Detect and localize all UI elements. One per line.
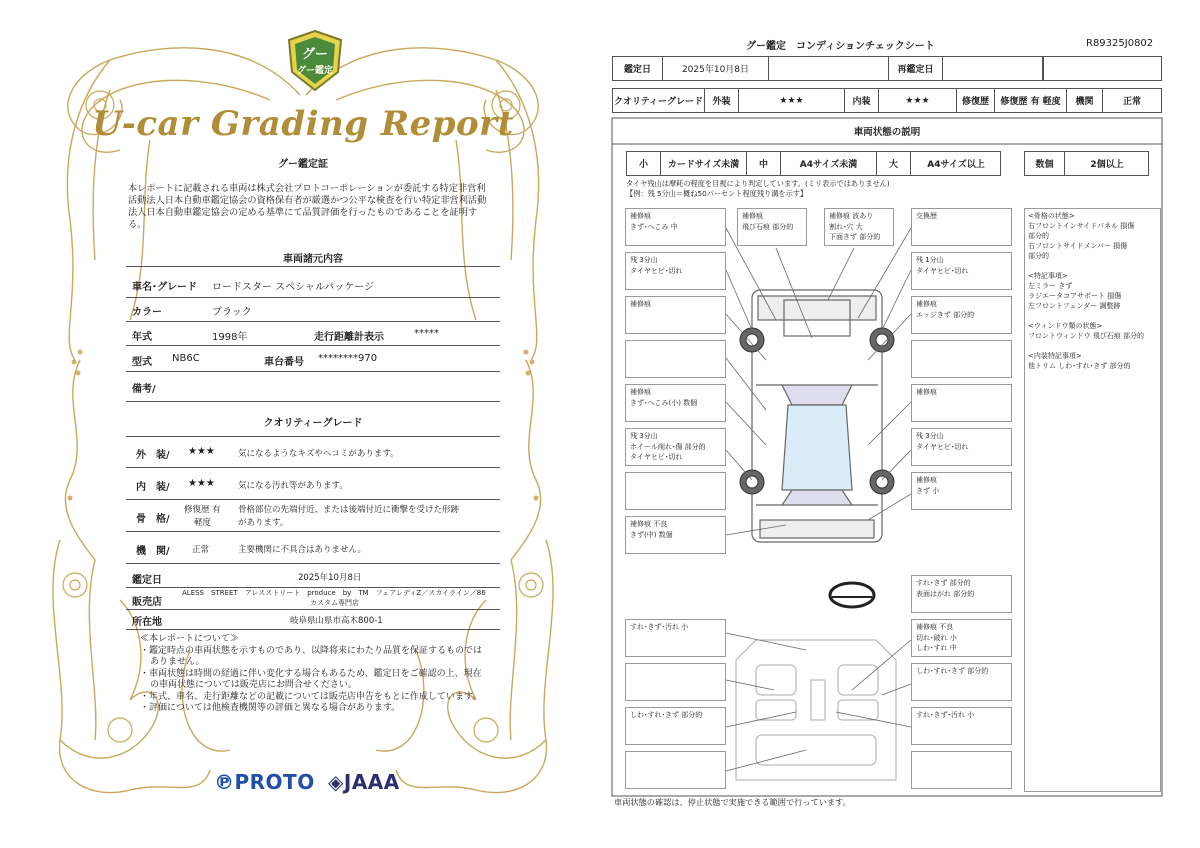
condition-box-line: しわ･すれ･きず 部分的 <box>916 667 989 675</box>
condition-note-line: 他トリム しわ･すれ･きず 部分的 <box>1028 362 1131 370</box>
size-mid-desc: A4サイズ未満 <box>781 152 877 175</box>
note-item: ・評価については他検査機関等の評価と異なる場合があります。 <box>140 703 401 713</box>
condition-box-line: 飛び石痕 部分的 <box>742 222 794 231</box>
engine-value: 正常 <box>1122 97 1141 107</box>
reappraisal-value <box>943 57 1043 80</box>
int-label: 内装 <box>845 89 879 112</box>
chassis-value: ********970 <box>318 353 378 364</box>
size-mid: 中 <box>747 152 781 175</box>
location-value: 岐阜県山県市高木800-1 <box>290 616 383 626</box>
condition-box-line: 下面きず 部分的 <box>829 233 881 241</box>
quality-title: クオリティーグレード <box>263 418 363 429</box>
dealer-label: 販売店 <box>132 597 162 608</box>
row-engine <box>126 532 500 564</box>
note-item: ・車両状態は時間の経過に伴い変化する場合もあるため、鑑定日をご確認の上、現在の車両状態については販売店にお問合せください。 <box>140 668 482 690</box>
ext-label: 外装 <box>705 89 739 112</box>
condition-box <box>625 252 726 290</box>
size-legend <box>626 151 1001 176</box>
frame-desc-2: があります。 <box>238 518 289 528</box>
row-car-name <box>126 272 500 298</box>
jaaa-mark-icon: ◈ <box>328 770 344 794</box>
condition-box-line: きず(中) 数個 <box>630 530 673 539</box>
condition-box <box>625 384 726 422</box>
condition-box <box>911 707 1012 745</box>
exterior-stars: ★★★ <box>188 446 215 457</box>
condition-box <box>737 208 807 246</box>
engine-desc: 主要機関に不具合はありません。 <box>238 545 367 555</box>
interior-seat-view <box>736 640 896 780</box>
condition-box <box>824 208 894 246</box>
condition-box-line: 残 1分山 <box>916 256 944 264</box>
car-top-view <box>752 290 882 542</box>
date-label: 鑑定日 <box>613 57 663 80</box>
count-label: 数個 <box>1025 152 1065 175</box>
interior-stars: ★★★ <box>188 478 215 489</box>
condition-box <box>625 707 726 745</box>
date-value: 2025年10月8日 <box>663 57 769 80</box>
empty-cell <box>769 57 889 80</box>
condition-box <box>625 619 726 657</box>
repair-value: 修復歴 有 軽度 <box>995 89 1067 112</box>
row-year <box>126 322 500 346</box>
date-row <box>612 56 1162 81</box>
condition-box-line: 残 3分山 <box>630 256 658 264</box>
condition-box-line: きず 小 <box>916 486 940 495</box>
frame-value-2: 軽度 <box>194 518 212 528</box>
jaaa-logo: ◈JAAA <box>328 770 400 794</box>
row-frame <box>126 500 500 532</box>
interior-desc: 気になる汚れ等があります。 <box>238 481 348 491</box>
condition-box-line: すれ･きず･汚れ 小 <box>630 623 689 631</box>
empty-cell <box>1043 57 1163 80</box>
condition-box <box>911 619 1012 657</box>
model-label: 型式 <box>132 357 152 368</box>
condition-box <box>911 384 1012 422</box>
condition-box-line: 補修痕 波あり <box>829 212 874 220</box>
divider <box>126 266 500 267</box>
condition-box <box>911 428 1012 466</box>
model-value: NB6C <box>172 353 200 364</box>
condition-note-line: フロントウィンドウ 飛び石痕 部分的 <box>1028 332 1145 340</box>
car-name: ロードスター スペシャルパッケージ <box>212 282 374 293</box>
steering-wheel-icon <box>830 583 874 607</box>
condition-note-line: <ウィンドウ類の状態> <box>1028 322 1103 330</box>
dealer-name-2: カスタム専門店 <box>310 599 359 607</box>
tire-note <box>626 179 890 199</box>
condition-note-line: 右フロントサイドメンバー 損傷 <box>1028 242 1128 250</box>
badge-text: グー鑑定 <box>296 66 334 76</box>
condition-box-line: タイヤヒビ･切れ <box>916 442 969 451</box>
note-item: ・鑑定時点の車両状態を示すものであり、以降将来にわたり品質を保証するものではありません。 <box>140 645 483 667</box>
car-name-label: 車名･グレード <box>132 282 197 293</box>
repair-label: 修復歴 <box>957 89 995 112</box>
condition-note-line: <内装特記事項> <box>1028 352 1082 360</box>
condition-box-line: 補修痕 不良 <box>630 520 668 528</box>
condition-box <box>911 296 1012 334</box>
condition-box-line: タイヤヒビ･切れ <box>630 453 683 461</box>
condition-box-line: すれ･きず･汚れ 小 <box>916 711 975 719</box>
size-large-desc: A4サイズ以上 <box>927 160 985 170</box>
condition-box-line: 残 3分山 <box>916 432 944 440</box>
condition-box-line: 補修痕 <box>630 388 651 396</box>
color-value: ブラック <box>212 307 252 318</box>
frame-value-1: 修復歴 有 <box>184 505 221 515</box>
footer-note: 車両状態の確認は、停止状態で実施できる範囲で行っています。 <box>614 797 851 807</box>
interior-label: 内 装/ <box>136 482 170 493</box>
mileage-label: 走行距離計表示 <box>314 332 384 343</box>
sheet-serial: R89325J0802 <box>1086 38 1154 49</box>
int-value: ★★★ <box>879 89 957 112</box>
condition-box-line: 補修痕 <box>742 212 763 220</box>
quality-label: クオリティーグレード <box>613 89 705 112</box>
report-title: U-car Grading Report <box>92 104 514 144</box>
condition-note-line: 左ミラー きず <box>1028 282 1073 290</box>
condition-box <box>625 472 726 510</box>
mileage-value: ***** <box>414 328 439 339</box>
tire-note-line: タイヤ残山は摩耗の程度を目視により判定しています。(ミリ表示ではありません) <box>626 179 890 188</box>
condition-box-line: 切れ･破れ 小 <box>916 633 957 642</box>
condition-box <box>911 472 1012 510</box>
condition-box-line: しわ･すれ 中 <box>916 644 957 652</box>
goo-kantei-badge <box>287 30 343 92</box>
condition-box-line: きず･へこみ 中 <box>630 222 678 231</box>
svg-text:グー: グー <box>301 47 329 62</box>
certificate-intro: 本レポートに記載される車両は株式会社プロトコーポレーションが委託する特定非営利活動法人日本自動車鑑定協会の資格保有者が厳選かつ公平な検査を行い特定非営利活動法人日本自動車鑑定協会の定める基準にて品質評価を行ったものであることを証明する。 <box>128 183 487 230</box>
condition-box-line: 表面はがれ 部分的 <box>916 589 975 598</box>
condition-box-line: エッジきず 部分的 <box>916 310 975 319</box>
count-legend <box>1024 151 1149 176</box>
condition-note-line: 部分的 <box>1028 232 1049 240</box>
condition-note-line: <骨格の状態> <box>1028 212 1075 220</box>
condition-check-sheet <box>606 0 1200 848</box>
year-value: 1998年 <box>212 332 248 343</box>
row-model <box>126 346 500 372</box>
condition-box <box>625 663 726 701</box>
condition-box <box>625 208 726 246</box>
condition-box-line: タイヤヒビ･切れ <box>630 266 683 275</box>
certificate-title: グー鑑定証 <box>278 159 328 170</box>
size-large: 大 <box>877 152 911 175</box>
count-desc: 2個以上 <box>1090 160 1124 170</box>
condition-box <box>625 428 726 466</box>
condition-note-line: 左フロントフェンダー 調整跡 <box>1028 302 1121 310</box>
exterior-label: 外 装/ <box>136 450 170 461</box>
condition-box-line: しわ･すれ･きず 部分的 <box>630 711 703 719</box>
dealer-name-1: ALESS STREET アレスストリート produce by TM フェアレディZ／スカイライン／86 <box>182 589 486 597</box>
condition-box-line: 割れ･穴 大 <box>829 222 863 231</box>
proto-logo: ℗PROTO <box>214 770 315 794</box>
condition-box-line: 補修痕 <box>916 300 937 308</box>
condition-box-line: 補修痕 <box>916 388 937 396</box>
condition-note-line: <特記事項> <box>1028 272 1068 280</box>
frame-label: 骨 格/ <box>136 514 170 525</box>
condition-note-line: ラジエータコアサポート 損傷 <box>1028 292 1122 300</box>
chassis-label: 車台番号 <box>264 357 304 368</box>
condition-box <box>911 663 1012 701</box>
condition-box <box>911 340 1012 378</box>
frame-desc-1: 骨格部位の先端付近、または後端付近に衝撃を受けた形跡 <box>238 505 460 515</box>
condition-box-line: ホイール削れ･傷 部分的 <box>630 442 706 451</box>
condition-notes <box>1024 208 1161 792</box>
location-label: 所在地 <box>132 617 162 628</box>
reappraisal-label: 再鑑定日 <box>889 57 943 80</box>
color-label: カラー <box>132 307 162 318</box>
row-exterior <box>126 436 500 468</box>
row-remarks <box>126 372 500 402</box>
condition-box-line: 補修痕 <box>916 476 937 484</box>
condition-box-line: 補修痕 <box>630 300 651 308</box>
size-small: 小 <box>627 152 661 175</box>
notes-title: ≪本レポートについて≫ <box>140 634 239 644</box>
quality-row <box>612 88 1162 113</box>
condition-box <box>911 751 1012 789</box>
condition-box <box>911 575 1012 613</box>
year-label: 年式 <box>132 332 152 343</box>
condition-note-line: 右フロントインサイドパネル 損傷 <box>1028 222 1135 230</box>
date-value: 2025年10月8日 <box>298 573 362 583</box>
condition-box <box>625 751 726 789</box>
row-dealer <box>126 588 500 610</box>
condition-box-line: きず･へこみ(小) 数個 <box>630 398 698 407</box>
condition-box-line: タイヤヒビ･切れ <box>916 266 969 275</box>
engine-label: 機 関/ <box>136 546 170 557</box>
condition-box <box>911 208 1012 246</box>
size-small-desc: カードサイズ未満 <box>661 152 747 175</box>
row-date <box>126 566 500 588</box>
row-location <box>126 610 500 630</box>
tire-note-line: 【例：残 5分山＝概ね50パーセント程度残り溝を示す】 <box>626 189 808 198</box>
exterior-desc: 気になるようなキズやヘコミがあります。 <box>238 449 399 459</box>
row-color <box>126 298 500 322</box>
remarks-label: 備考/ <box>132 384 156 395</box>
row-interior <box>126 468 500 500</box>
condition-box <box>625 340 726 378</box>
condition-box-line: すれ･きず 部分的 <box>916 579 971 587</box>
condition-box <box>625 516 726 554</box>
condition-box-line: 補修痕 不良 <box>916 623 954 631</box>
condition-box-line: 補修痕 <box>630 212 651 220</box>
engine-value: 正常 <box>192 545 210 555</box>
condition-note-line: 部分的 <box>1028 252 1049 260</box>
date-label: 鑑定日 <box>132 575 162 586</box>
condition-box-line: 残 3分山 <box>630 432 658 440</box>
report-notes <box>140 634 490 715</box>
specs-title: 車両諸元内容 <box>283 254 343 265</box>
condition-box <box>625 296 726 334</box>
proto-mark-icon: ℗ <box>214 770 235 794</box>
condition-title: 車両状態の説明 <box>853 127 921 138</box>
note-item: ・年式、車名、走行距離などの記載については販売店申告をもとに作成しています。 <box>140 691 482 702</box>
sheet-title: グー鑑定 コンディションチェックシート <box>746 41 935 52</box>
condition-box <box>911 252 1012 290</box>
condition-box-line: 交換歴 <box>916 212 937 220</box>
ext-value: ★★★ <box>739 89 845 112</box>
engine-label: 機関 <box>1067 89 1103 112</box>
